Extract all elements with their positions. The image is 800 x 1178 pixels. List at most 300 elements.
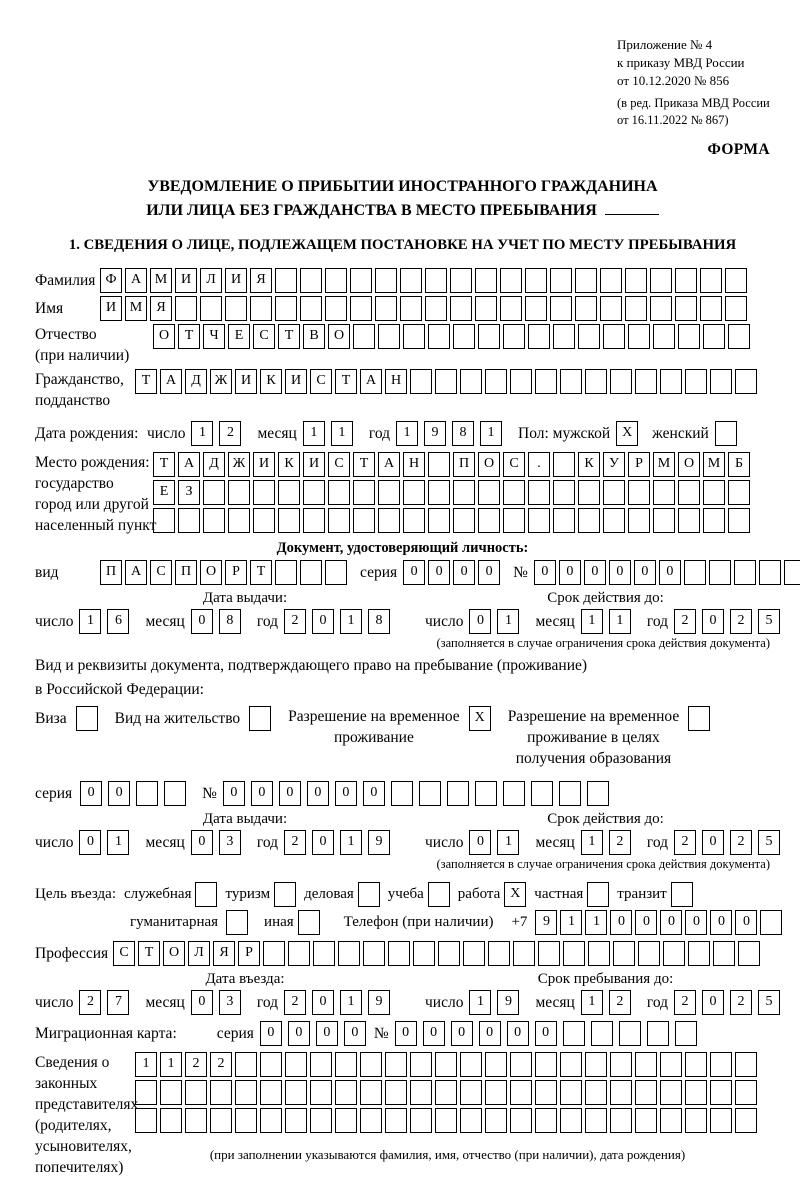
- char-cell[interactable]: [653, 508, 675, 533]
- char-cell[interactable]: [531, 781, 553, 806]
- char-cell[interactable]: [460, 369, 482, 394]
- char-cell[interactable]: 2: [609, 830, 631, 855]
- char-cell[interactable]: 9: [368, 990, 390, 1015]
- char-cell[interactable]: 0: [191, 830, 213, 855]
- char-cell[interactable]: [435, 369, 457, 394]
- char-cell[interactable]: [253, 480, 275, 505]
- char-cell[interactable]: [550, 268, 572, 293]
- char-cell[interactable]: [628, 508, 650, 533]
- char-cell[interactable]: [325, 268, 347, 293]
- char-cell[interactable]: Т: [353, 452, 375, 477]
- char-cell[interactable]: [735, 1108, 757, 1133]
- char-cell[interactable]: [310, 1108, 332, 1133]
- char-cell[interactable]: 0: [363, 781, 385, 806]
- char-cell[interactable]: Н: [403, 452, 425, 477]
- char-cell[interactable]: [575, 296, 597, 321]
- char-cell[interactable]: 1: [469, 990, 491, 1015]
- char-cell[interactable]: [435, 1108, 457, 1133]
- char-cell[interactable]: [663, 941, 685, 966]
- char-cell[interactable]: Ф: [100, 268, 122, 293]
- char-cell[interactable]: [535, 369, 557, 394]
- char-cell[interactable]: [710, 1108, 732, 1133]
- char-cell[interactable]: 2: [185, 1052, 207, 1077]
- char-cell[interactable]: О: [163, 941, 185, 966]
- char-cell[interactable]: 2: [284, 990, 306, 1015]
- char-cell[interactable]: [735, 369, 757, 394]
- char-cell[interactable]: [350, 296, 372, 321]
- char-cell[interactable]: [610, 369, 632, 394]
- char-cell[interactable]: [235, 1080, 257, 1105]
- char-cell[interactable]: [410, 1052, 432, 1077]
- char-cell[interactable]: Н: [385, 369, 407, 394]
- char-cell[interactable]: [228, 508, 250, 533]
- char-cell[interactable]: 1: [581, 609, 603, 634]
- purpose-business-checkbox[interactable]: [358, 882, 380, 907]
- char-cell[interactable]: [385, 1080, 407, 1105]
- char-cell[interactable]: 1: [581, 990, 603, 1015]
- char-cell[interactable]: [700, 296, 722, 321]
- char-cell[interactable]: [435, 1080, 457, 1105]
- char-cell[interactable]: [619, 1021, 641, 1046]
- char-cell[interactable]: 1: [609, 609, 631, 634]
- char-cell[interactable]: 2: [210, 1052, 232, 1077]
- char-cell[interactable]: [675, 268, 697, 293]
- char-cell[interactable]: [164, 781, 186, 806]
- char-cell[interactable]: [553, 508, 575, 533]
- char-cell[interactable]: [660, 1052, 682, 1077]
- char-cell[interactable]: [428, 452, 450, 477]
- char-cell[interactable]: [710, 369, 732, 394]
- char-cell[interactable]: 1: [79, 609, 101, 634]
- char-cell[interactable]: [285, 1108, 307, 1133]
- char-cell[interactable]: [428, 324, 450, 349]
- char-cell[interactable]: П: [175, 560, 197, 585]
- char-cell[interactable]: .: [528, 452, 550, 477]
- char-cell[interactable]: [678, 324, 700, 349]
- char-cell[interactable]: [760, 910, 782, 935]
- char-cell[interactable]: 0: [584, 560, 606, 585]
- char-cell[interactable]: [478, 324, 500, 349]
- char-cell[interactable]: [535, 1080, 557, 1105]
- char-cell[interactable]: 0: [307, 781, 329, 806]
- char-cell[interactable]: М: [703, 452, 725, 477]
- char-cell[interactable]: [603, 508, 625, 533]
- char-cell[interactable]: [413, 941, 435, 966]
- char-cell[interactable]: Р: [225, 560, 247, 585]
- residence-permit-checkbox[interactable]: [249, 706, 271, 731]
- char-cell[interactable]: [428, 508, 450, 533]
- char-cell[interactable]: [578, 508, 600, 533]
- char-cell[interactable]: 0: [534, 560, 556, 585]
- char-cell[interactable]: [628, 324, 650, 349]
- char-cell[interactable]: [728, 324, 750, 349]
- char-cell[interactable]: А: [160, 369, 182, 394]
- char-cell[interactable]: С: [150, 560, 172, 585]
- char-cell[interactable]: 0: [335, 781, 357, 806]
- char-cell[interactable]: [288, 941, 310, 966]
- char-cell[interactable]: [135, 1080, 157, 1105]
- purpose-other-checkbox[interactable]: [298, 910, 320, 935]
- char-cell[interactable]: [250, 296, 272, 321]
- char-cell[interactable]: 0: [710, 910, 732, 935]
- char-cell[interactable]: [513, 941, 535, 966]
- char-cell[interactable]: С: [113, 941, 135, 966]
- char-cell[interactable]: [660, 1080, 682, 1105]
- char-cell[interactable]: 0: [223, 781, 245, 806]
- char-cell[interactable]: 0: [191, 609, 213, 634]
- char-cell[interactable]: [453, 508, 475, 533]
- char-cell[interactable]: [313, 941, 335, 966]
- char-cell[interactable]: [450, 268, 472, 293]
- char-cell[interactable]: М: [653, 452, 675, 477]
- char-cell[interactable]: [178, 508, 200, 533]
- char-cell[interactable]: [278, 480, 300, 505]
- char-cell[interactable]: [350, 268, 372, 293]
- char-cell[interactable]: [485, 1080, 507, 1105]
- char-cell[interactable]: [428, 480, 450, 505]
- char-cell[interactable]: [563, 941, 585, 966]
- char-cell[interactable]: [385, 1052, 407, 1077]
- char-cell[interactable]: [153, 508, 175, 533]
- char-cell[interactable]: [703, 508, 725, 533]
- char-cell[interactable]: [485, 369, 507, 394]
- char-cell[interactable]: [203, 480, 225, 505]
- char-cell[interactable]: М: [150, 268, 172, 293]
- char-cell[interactable]: 0: [316, 1021, 338, 1046]
- char-cell[interactable]: [388, 941, 410, 966]
- char-cell[interactable]: [475, 268, 497, 293]
- char-cell[interactable]: [136, 781, 158, 806]
- char-cell[interactable]: 0: [279, 781, 301, 806]
- char-cell[interactable]: [600, 268, 622, 293]
- char-cell[interactable]: 0: [288, 1021, 310, 1046]
- char-cell[interactable]: Т: [153, 452, 175, 477]
- char-cell[interactable]: Ж: [210, 369, 232, 394]
- char-cell[interactable]: [703, 324, 725, 349]
- char-cell[interactable]: 1: [581, 830, 603, 855]
- char-cell[interactable]: И: [303, 452, 325, 477]
- char-cell[interactable]: [550, 296, 572, 321]
- char-cell[interactable]: Ж: [228, 452, 250, 477]
- char-cell[interactable]: [713, 941, 735, 966]
- char-cell[interactable]: [603, 324, 625, 349]
- char-cell[interactable]: 0: [535, 1021, 557, 1046]
- char-cell[interactable]: [525, 268, 547, 293]
- char-cell[interactable]: [410, 369, 432, 394]
- char-cell[interactable]: [563, 1021, 585, 1046]
- char-cell[interactable]: [353, 324, 375, 349]
- char-cell[interactable]: [378, 324, 400, 349]
- char-cell[interactable]: [710, 1052, 732, 1077]
- char-cell[interactable]: 0: [660, 910, 682, 935]
- char-cell[interactable]: [185, 1108, 207, 1133]
- char-cell[interactable]: [688, 941, 710, 966]
- char-cell[interactable]: [650, 296, 672, 321]
- char-cell[interactable]: [175, 296, 197, 321]
- char-cell[interactable]: [647, 1021, 669, 1046]
- char-cell[interactable]: [478, 508, 500, 533]
- char-cell[interactable]: [400, 268, 422, 293]
- char-cell[interactable]: 2: [674, 830, 696, 855]
- temp-permit-checkbox[interactable]: X: [469, 706, 491, 731]
- char-cell[interactable]: [560, 369, 582, 394]
- char-cell[interactable]: [500, 296, 522, 321]
- char-cell[interactable]: А: [178, 452, 200, 477]
- char-cell[interactable]: [210, 1108, 232, 1133]
- char-cell[interactable]: [263, 941, 285, 966]
- char-cell[interactable]: [559, 781, 581, 806]
- char-cell[interactable]: 9: [535, 910, 557, 935]
- char-cell[interactable]: 0: [423, 1021, 445, 1046]
- temp-permit-edu-checkbox[interactable]: [688, 706, 710, 731]
- char-cell[interactable]: [300, 296, 322, 321]
- char-cell[interactable]: 2: [79, 990, 101, 1015]
- char-cell[interactable]: 5: [758, 609, 780, 634]
- char-cell[interactable]: Д: [185, 369, 207, 394]
- char-cell[interactable]: [528, 508, 550, 533]
- char-cell[interactable]: 2: [674, 609, 696, 634]
- char-cell[interactable]: [375, 268, 397, 293]
- char-cell[interactable]: [460, 1080, 482, 1105]
- char-cell[interactable]: [488, 941, 510, 966]
- char-cell[interactable]: И: [225, 268, 247, 293]
- char-cell[interactable]: 1: [497, 609, 519, 634]
- char-cell[interactable]: [378, 508, 400, 533]
- char-cell[interactable]: 0: [80, 781, 102, 806]
- char-cell[interactable]: [685, 369, 707, 394]
- char-cell[interactable]: 0: [685, 910, 707, 935]
- char-cell[interactable]: З: [178, 480, 200, 505]
- char-cell[interactable]: [400, 296, 422, 321]
- char-cell[interactable]: [660, 369, 682, 394]
- char-cell[interactable]: М: [125, 296, 147, 321]
- char-cell[interactable]: [228, 480, 250, 505]
- char-cell[interactable]: [300, 268, 322, 293]
- char-cell[interactable]: [260, 1052, 282, 1077]
- char-cell[interactable]: [635, 1080, 657, 1105]
- char-cell[interactable]: [460, 1052, 482, 1077]
- char-cell[interactable]: [585, 1108, 607, 1133]
- char-cell[interactable]: 0: [635, 910, 657, 935]
- char-cell[interactable]: 0: [478, 560, 500, 585]
- char-cell[interactable]: И: [235, 369, 257, 394]
- char-cell[interactable]: [328, 508, 350, 533]
- char-cell[interactable]: [703, 480, 725, 505]
- char-cell[interactable]: К: [260, 369, 282, 394]
- char-cell[interactable]: 1: [340, 830, 362, 855]
- char-cell[interactable]: [435, 1052, 457, 1077]
- char-cell[interactable]: С: [253, 324, 275, 349]
- char-cell[interactable]: 0: [312, 830, 334, 855]
- char-cell[interactable]: 0: [453, 560, 475, 585]
- char-cell[interactable]: С: [310, 369, 332, 394]
- char-cell[interactable]: [653, 324, 675, 349]
- char-cell[interactable]: [403, 480, 425, 505]
- char-cell[interactable]: 3: [219, 830, 241, 855]
- char-cell[interactable]: 0: [507, 1021, 529, 1046]
- char-cell[interactable]: [578, 324, 600, 349]
- char-cell[interactable]: [535, 1052, 557, 1077]
- char-cell[interactable]: [675, 296, 697, 321]
- char-cell[interactable]: [503, 781, 525, 806]
- char-cell[interactable]: 0: [735, 910, 757, 935]
- char-cell[interactable]: [303, 508, 325, 533]
- char-cell[interactable]: [635, 1108, 657, 1133]
- char-cell[interactable]: [353, 480, 375, 505]
- char-cell[interactable]: [603, 480, 625, 505]
- char-cell[interactable]: [235, 1052, 257, 1077]
- char-cell[interactable]: [160, 1080, 182, 1105]
- char-cell[interactable]: В: [303, 324, 325, 349]
- char-cell[interactable]: 3: [219, 990, 241, 1015]
- char-cell[interactable]: [510, 369, 532, 394]
- char-cell[interactable]: [725, 268, 747, 293]
- char-cell[interactable]: [525, 296, 547, 321]
- char-cell[interactable]: [585, 1052, 607, 1077]
- char-cell[interactable]: Е: [228, 324, 250, 349]
- char-cell[interactable]: [335, 1108, 357, 1133]
- char-cell[interactable]: [385, 1108, 407, 1133]
- char-cell[interactable]: 1: [560, 910, 582, 935]
- char-cell[interactable]: [360, 1108, 382, 1133]
- char-cell[interactable]: [660, 1108, 682, 1133]
- char-cell[interactable]: [700, 268, 722, 293]
- char-cell[interactable]: [685, 1108, 707, 1133]
- char-cell[interactable]: [225, 296, 247, 321]
- char-cell[interactable]: 1: [135, 1052, 157, 1077]
- char-cell[interactable]: [735, 1080, 757, 1105]
- char-cell[interactable]: 0: [451, 1021, 473, 1046]
- char-cell[interactable]: 1: [303, 421, 325, 446]
- char-cell[interactable]: 0: [344, 1021, 366, 1046]
- char-cell[interactable]: [485, 1108, 507, 1133]
- char-cell[interactable]: [553, 324, 575, 349]
- char-cell[interactable]: 1: [107, 830, 129, 855]
- char-cell[interactable]: А: [125, 560, 147, 585]
- char-cell[interactable]: 2: [609, 990, 631, 1015]
- char-cell[interactable]: [463, 941, 485, 966]
- char-cell[interactable]: О: [328, 324, 350, 349]
- char-cell[interactable]: 2: [674, 990, 696, 1015]
- char-cell[interactable]: Т: [178, 324, 200, 349]
- char-cell[interactable]: [710, 1080, 732, 1105]
- char-cell[interactable]: 0: [559, 560, 581, 585]
- char-cell[interactable]: 6: [107, 609, 129, 634]
- purpose-private-checkbox[interactable]: [587, 882, 609, 907]
- char-cell[interactable]: [410, 1080, 432, 1105]
- char-cell[interactable]: Я: [213, 941, 235, 966]
- char-cell[interactable]: 0: [702, 990, 724, 1015]
- char-cell[interactable]: И: [100, 296, 122, 321]
- char-cell[interactable]: А: [360, 369, 382, 394]
- char-cell[interactable]: 1: [396, 421, 418, 446]
- purpose-study-checkbox[interactable]: [428, 882, 450, 907]
- char-cell[interactable]: [403, 324, 425, 349]
- char-cell[interactable]: [510, 1108, 532, 1133]
- char-cell[interactable]: [638, 941, 660, 966]
- char-cell[interactable]: [453, 480, 475, 505]
- char-cell[interactable]: Я: [250, 268, 272, 293]
- purpose-transit-checkbox[interactable]: [671, 882, 693, 907]
- char-cell[interactable]: [628, 480, 650, 505]
- char-cell[interactable]: 0: [469, 830, 491, 855]
- char-cell[interactable]: 8: [368, 609, 390, 634]
- char-cell[interactable]: [578, 480, 600, 505]
- char-cell[interactable]: [260, 1080, 282, 1105]
- char-cell[interactable]: [363, 941, 385, 966]
- char-cell[interactable]: [725, 296, 747, 321]
- char-cell[interactable]: [275, 296, 297, 321]
- char-cell[interactable]: [325, 560, 347, 585]
- char-cell[interactable]: [535, 1108, 557, 1133]
- char-cell[interactable]: О: [153, 324, 175, 349]
- char-cell[interactable]: [419, 781, 441, 806]
- char-cell[interactable]: Т: [278, 324, 300, 349]
- char-cell[interactable]: К: [278, 452, 300, 477]
- char-cell[interactable]: [325, 296, 347, 321]
- char-cell[interactable]: 0: [191, 990, 213, 1015]
- char-cell[interactable]: Ч: [203, 324, 225, 349]
- char-cell[interactable]: [560, 1052, 582, 1077]
- char-cell[interactable]: [728, 508, 750, 533]
- char-cell[interactable]: 0: [312, 990, 334, 1015]
- char-cell[interactable]: 1: [340, 609, 362, 634]
- char-cell[interactable]: [403, 508, 425, 533]
- char-cell[interactable]: 0: [479, 1021, 501, 1046]
- char-cell[interactable]: 5: [758, 830, 780, 855]
- char-cell[interactable]: П: [100, 560, 122, 585]
- char-cell[interactable]: К: [578, 452, 600, 477]
- char-cell[interactable]: 9: [424, 421, 446, 446]
- char-cell[interactable]: [610, 1080, 632, 1105]
- char-cell[interactable]: [585, 1080, 607, 1105]
- char-cell[interactable]: 0: [702, 609, 724, 634]
- char-cell[interactable]: [335, 1052, 357, 1077]
- char-cell[interactable]: [553, 480, 575, 505]
- char-cell[interactable]: 8: [219, 609, 241, 634]
- char-cell[interactable]: 7: [107, 990, 129, 1015]
- char-cell[interactable]: Т: [135, 369, 157, 394]
- char-cell[interactable]: [450, 296, 472, 321]
- char-cell[interactable]: [210, 1080, 232, 1105]
- char-cell[interactable]: [653, 480, 675, 505]
- purpose-work-checkbox[interactable]: X: [504, 882, 526, 907]
- char-cell[interactable]: [650, 268, 672, 293]
- char-cell[interactable]: [591, 1021, 613, 1046]
- purpose-humanitarian-checkbox[interactable]: [226, 910, 248, 935]
- char-cell[interactable]: [485, 1052, 507, 1077]
- char-cell[interactable]: Т: [250, 560, 272, 585]
- char-cell[interactable]: [560, 1108, 582, 1133]
- char-cell[interactable]: 2: [730, 990, 752, 1015]
- char-cell[interactable]: 2: [219, 421, 241, 446]
- char-cell[interactable]: А: [125, 268, 147, 293]
- char-cell[interactable]: [475, 781, 497, 806]
- char-cell[interactable]: [684, 560, 706, 585]
- char-cell[interactable]: 0: [609, 560, 631, 585]
- char-cell[interactable]: Я: [150, 296, 172, 321]
- char-cell[interactable]: [528, 324, 550, 349]
- char-cell[interactable]: 0: [610, 910, 632, 935]
- char-cell[interactable]: О: [478, 452, 500, 477]
- char-cell[interactable]: [360, 1080, 382, 1105]
- char-cell[interactable]: [635, 369, 657, 394]
- char-cell[interactable]: 5: [758, 990, 780, 1015]
- char-cell[interactable]: 2: [284, 609, 306, 634]
- char-cell[interactable]: [625, 268, 647, 293]
- char-cell[interactable]: П: [453, 452, 475, 477]
- char-cell[interactable]: [391, 781, 413, 806]
